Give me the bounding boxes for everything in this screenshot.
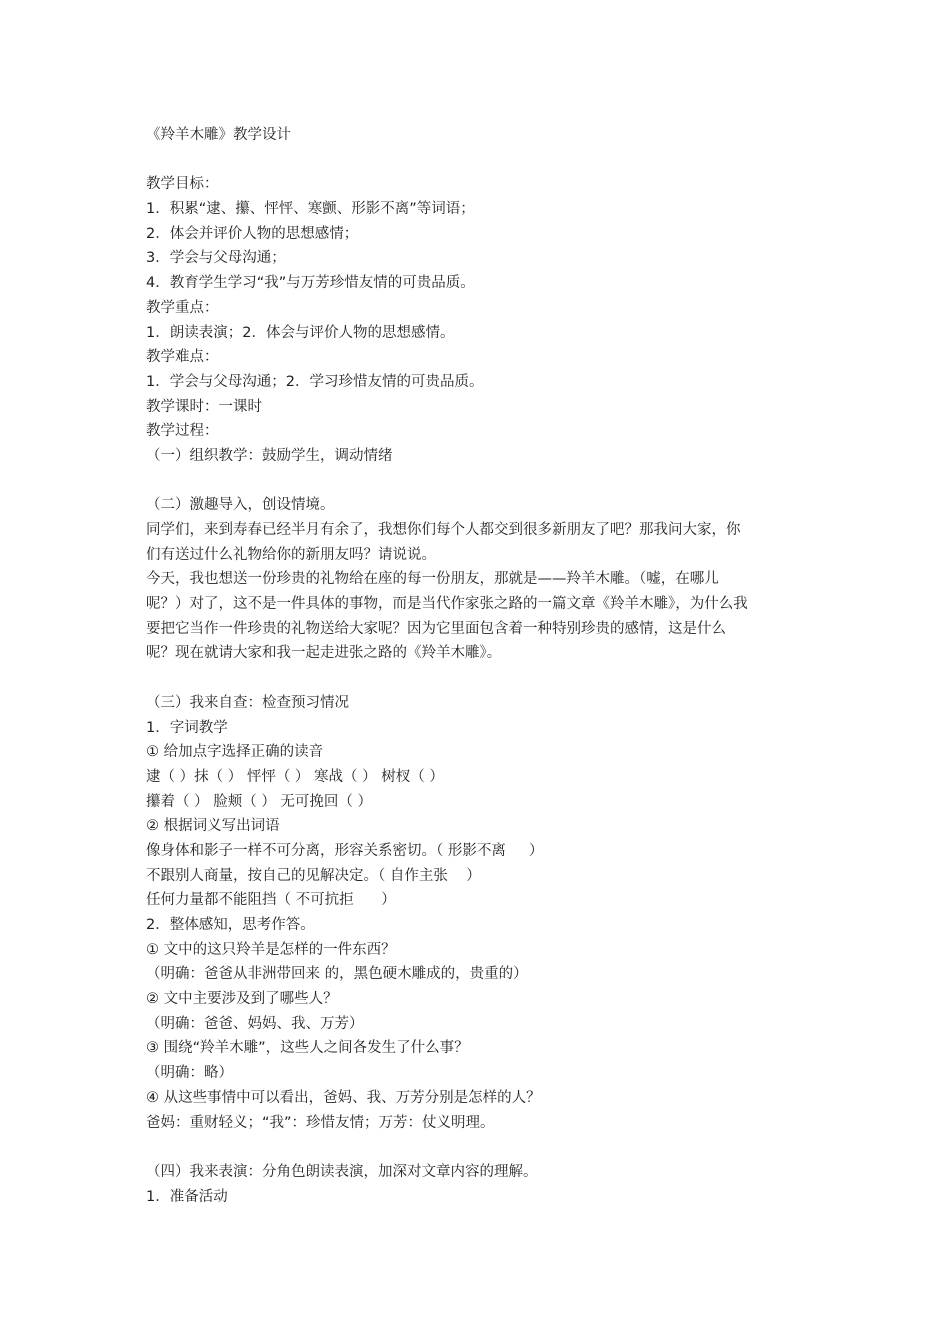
spacer (146, 666, 826, 691)
text-line: 2．体会并评价人物的思想感情； (146, 225, 359, 242)
text-line: 3．学会与父母沟通； (146, 250, 286, 267)
spacer (146, 469, 826, 494)
text-line: 4．教育学生学习“我”与万芳珍惜友情的可贵品质。 (146, 275, 475, 292)
text-line: （明确：略） (146, 1065, 233, 1082)
objectives-section (146, 172, 826, 468)
text-line: 教学目标： (146, 176, 219, 193)
text-line: ② 根据词义写出词语 (146, 818, 280, 835)
text-line: ③ 围绕“羚羊木雕”，这些人之间各发生了什么事？ (146, 1040, 469, 1057)
text-line: 1．学会与父母沟通；2．学习珍惜友情的可贵品质。 (146, 373, 484, 390)
text-line: 任何力量都不能阻挡（ 不可抗拒 ） (146, 892, 396, 909)
text-line: 2．整体感知，思考作答。 (146, 917, 315, 933)
text-line: 像身体和影子一样不可分离，形容关系密切。（ 形影不离 ） (146, 842, 544, 859)
text-line: 1．积累“逮、攥、怦怦、寒颤、形影不离”等词语； (146, 201, 475, 218)
paragraph-line: 呢？）对了，这不是一件具体的事物，而是当代作家张之路的一篇文章《羚羊木雕》，为什么我 (146, 596, 748, 613)
text-line: ④ 从这些事情中可以看出，爸妈、我、万芳分别是怎样的人？ (146, 1089, 541, 1106)
text-line: 爸妈：重财轻义；“我”：珍惜友情；万芳：仗义明理。 (146, 1114, 495, 1131)
text-line: 教学课时：一课时 (146, 398, 262, 415)
intro-section (146, 493, 826, 666)
document-page (146, 123, 826, 1209)
text-line: （三）我来自查：检查预习情况 (146, 694, 349, 711)
text-line: 教学过程： (146, 423, 219, 440)
section-heading: （二）激趣导入，创设情境。 (146, 497, 335, 514)
text-line: 1．字词教学 (146, 719, 228, 736)
text-line: （明确：爸爸、妈妈、我、万芳） (146, 1015, 364, 1032)
paragraph-line: 要把它当作一件珍贵的礼物送给大家呢？因为它里面包含着一种特别珍贵的感情，这是什么 (146, 620, 726, 637)
spacer (146, 1135, 826, 1160)
text-line: 不跟别人商量，按自己的见解决定。（ 自作主张 ） (146, 867, 481, 884)
text-line: 1．朗读表演；2．体会与评价人物的思想感情。 (146, 324, 455, 341)
paragraph-line: 同学们，来到寿春已经半月有余了，我想你们每个人都交到很多新朋友了吧？那我问大家，你 (146, 522, 741, 538)
paragraph-line: 们有送过什么礼物给你的新朋友吗？请说说。 (146, 546, 436, 563)
text-line: ① 给加点字选择正确的读音 (146, 744, 324, 761)
paragraph-line: 呢？现在就请大家和我一起走进张之路的《羚羊木雕》。 (146, 645, 502, 662)
text-line: （四）我来表演：分角色朗读表演，加深对文章内容的理解。 (146, 1163, 538, 1180)
text-line: （明确：爸爸从非洲带回来 的，黑色硬木雕成的，贵重的） (146, 966, 528, 983)
text-line: 教学难点： (146, 349, 219, 366)
text-line: 1．准备活动 (146, 1188, 228, 1205)
text-line: 攥着（ ） 脸颊（ ） 无可挽回（ ） (146, 793, 373, 810)
text-line: ① 文中的这只羚羊是怎样的一件东西？ (146, 941, 396, 958)
paragraph-line: 今天，我也想送一份珍贵的礼物给在座的每一份朋友，那就是——羚羊木雕。（嘘，在哪儿 (146, 571, 719, 588)
text-line: ② 文中主要涉及到了哪些人？ (146, 991, 338, 1008)
text-line: 逮（ ）抹（ ） 怦怦（ ） 寒战（ ） 树杈（ ） (146, 768, 444, 785)
performance-section (146, 1160, 826, 1209)
text-line: 教学重点： (146, 299, 219, 316)
self-check-section (146, 691, 826, 1135)
document-title: 《羚羊木雕》教学设计 (146, 127, 291, 143)
text-line: （一）组织教学：鼓励学生，调动情绪 (146, 447, 393, 464)
